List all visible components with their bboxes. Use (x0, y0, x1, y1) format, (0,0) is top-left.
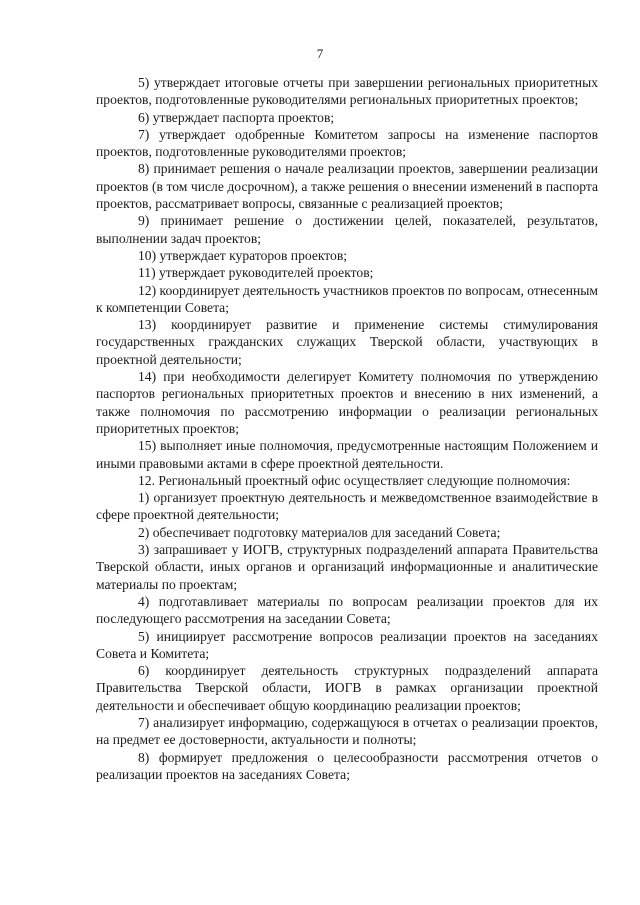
paragraph-office-item-3: 3) запрашивает у ИОГВ, структурных подразделений аппарата Правительства Тверской области, иных органов и организаций информационные и аналитические материалы по проектам; (96, 542, 598, 592)
paragraph-council-item-9: 9) принимает решение о достижении целей, показателей, результатов, выполнении задач проектов; (96, 213, 598, 246)
paragraph-council-item-5: 5) утверждает итоговые отчеты при завершении региональных приоритетных проектов, подготовленные руководителями региональных приоритетных проектов; (96, 75, 598, 108)
paragraph-council-item-15: 15) выполняет иные полномочия, предусмотренные настоящим Положением и иными правовыми актами в сфере проектной деятельности. (96, 438, 598, 471)
paragraph-office-item-4: 4) подготавливает материалы по вопросам реализации проектов для их последующего рассмотрения на заседании Совета; (96, 593, 598, 627)
paragraph-council-item-8: 8) принимает решения о начале реализации проектов, завершении реализации проектов (в том числе досрочном), а также решения о внесении изменений в паспорта проектов, рассматривает вопросы, связанные с реализацией проектов; (96, 161, 598, 212)
document-body (96, 74, 598, 783)
paragraph-council-item-7: 7) утверждает одобренные Комитетом запросы на изменение паспортов проектов, подготовленные руководителями проектов; (96, 126, 598, 160)
paragraph-office-item-6: 6) координирует деятельность структурных подразделений аппарата Правительства Тверской области, ИОГВ в рамках организации проектной деятельности и обеспечивает общую координацию реализации проектов; (96, 663, 598, 713)
paragraph-office-item-2: 2) обеспечивает подготовку материалов для заседаний Совета; (138, 524, 501, 540)
paragraph-office-item-7: 7) анализирует информацию, содержащуюся в отчетах о реализации проектов, на предмет ее достоверности, актуальности и полноты; (96, 714, 598, 748)
paragraph-council-item-11: 11) утверждает руководителей проектов; (138, 265, 374, 281)
paragraph-office-item-5: 5) инициирует рассмотрение вопросов реализации проектов на заседаниях Совета и Комитета; (96, 628, 598, 661)
paragraph-council-item-13: 13) координирует развитие и применение системы стимулирования государственных гражданских служащих Тверской области, участвующих в проектной деятельности; (96, 317, 598, 367)
paragraph-council-item-10: 10) утверждает кураторов проектов; (138, 247, 348, 263)
paragraph-office-item-1: 1) организует проектную деятельность и межведомственное взаимодействие в сфере проектной деятельности; (96, 490, 598, 523)
paragraph-council-item-14: 14) при необходимости делегирует Комитету полномочия по утверждению паспортов региональных приоритетных проектов и внесению в них изменений, а также полномочия по рассмотрению информации о реализации региональных приоритетных проектов; (96, 369, 598, 436)
page-number: 7 (316, 46, 324, 61)
paragraph-office-item-8: 8) формирует предложения о целесообразности рассмотрения отчетов о реализации проектов на заседаниях Совета; (96, 749, 598, 782)
paragraph-council-item-12: 12) координирует деятельность участников проектов по вопросам, отнесенным к компетенции Совета; (96, 282, 598, 315)
paragraph-council-item-6: 6) утверждает паспорта проектов; (138, 109, 335, 125)
paragraph-section-12-heading: 12. Региональный проектный офис осуществляет следующие полномочия: (138, 472, 571, 488)
